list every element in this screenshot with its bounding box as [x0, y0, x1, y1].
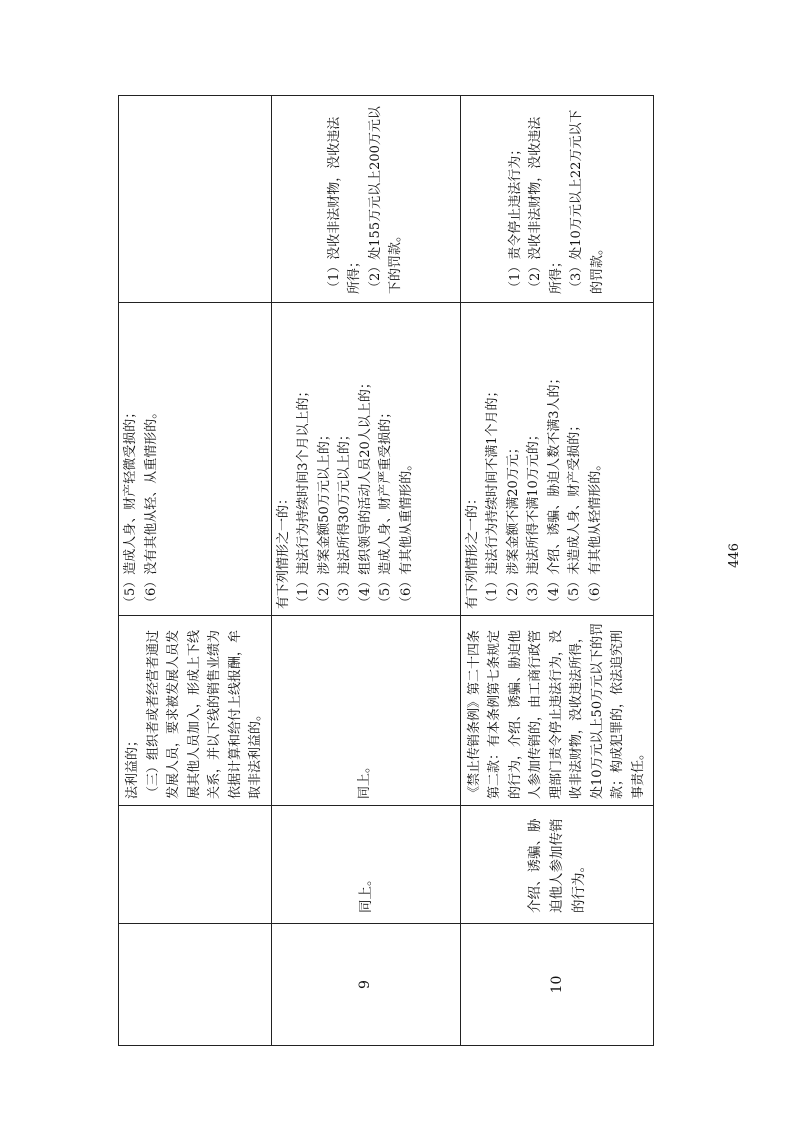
- penalty-line: （2）处155万元以上200万元以下的罚款。: [367, 106, 403, 294]
- condition-line: （1）违法行为持续时间不满1个月的；: [485, 384, 500, 609]
- circumstances: [271, 303, 460, 616]
- basis-line: （三）组织者或者经营者通过发展人员，要求被发展人员发展其他人员加入，形成上下线关系，并以下线的销售业绩为依据计算和给付上线报酬，牟取非法利益的。: [145, 629, 263, 799]
- condition-line: （3）违法所得不满10万元的；: [526, 428, 541, 609]
- table-row: [271, 96, 460, 1046]
- penalty-line: （1）没收非法财物，没收违法所得；: [326, 116, 362, 294]
- row-number: [119, 924, 272, 1046]
- rotated-table-page: [118, 96, 646, 1046]
- condition-line: （5）造成人身、财产严重受损的；: [378, 405, 393, 609]
- condition-line: （2）涉案金额不满20万元；: [505, 441, 521, 609]
- violation-act: 介绍、诱骗、胁迫他人参加传销的行为。: [460, 806, 654, 924]
- violation-act: 同上。: [271, 806, 460, 924]
- condition-line: （4）介绍、诱骗、胁迫人数不满3人的；: [546, 371, 562, 609]
- condition-line: （5）造成人身、财产轻微受损的；: [123, 405, 138, 609]
- table-row: [119, 96, 272, 1046]
- basis-line: 法利益的；: [125, 733, 140, 799]
- condition-line: （6）有其他从重情形的。: [398, 457, 414, 609]
- penalty-line: （1）责令停止违法行为；: [507, 142, 523, 294]
- condition-line: 有下列情形之一的：: [275, 491, 291, 609]
- penalty-table: [118, 95, 654, 1046]
- condition-line: （3）违法所得30万元以上的；: [337, 428, 352, 609]
- condition-line: （5）未造成人身、财产受损的；: [567, 418, 582, 609]
- row-number: 9: [271, 924, 460, 1046]
- penalty-line: （2）没收非法财物，没收违法所得；: [528, 116, 564, 294]
- penalty: [460, 96, 654, 303]
- page-number: 446: [726, 543, 742, 568]
- condition-line: （6）没有其他从轻、从重情形的。: [143, 405, 159, 609]
- condition-line: （2）涉案金额50万元以上的；: [316, 428, 332, 609]
- basis-line: 《禁止传销条例》第二十四条第二款：有本条例第七条规定的行为，介绍、诱骗、胁迫他人参加传销的，由工商行政管理部门责令停止违法行为，没收非法财物，没收违法所得，处10万元以上50万元以下的罚款；构成犯罪的，依法追究刑事责任。: [466, 622, 646, 799]
- penalty: [271, 96, 460, 303]
- circumstances: [119, 303, 272, 616]
- legal-basis: [271, 616, 460, 806]
- condition-line: （6）有其他从轻情形的。: [587, 457, 603, 609]
- circumstances: [460, 303, 654, 616]
- violation-act: [119, 806, 272, 924]
- penalty-line: （3）处10万元以上22万元以下的罚款。: [569, 109, 605, 294]
- row-number: 10: [460, 924, 654, 1046]
- condition-line: （4）组织领导的活动人员20人以上的；: [357, 376, 373, 609]
- condition-line: （1）违法行为持续时间3个月以上的；: [296, 384, 311, 609]
- table-row: [460, 96, 654, 1046]
- penalty: [119, 96, 272, 303]
- basis-line: 同上。: [357, 759, 373, 799]
- condition-line: 有下列情形之一的：: [464, 491, 480, 609]
- legal-basis: [460, 616, 654, 806]
- legal-basis: [119, 616, 272, 806]
